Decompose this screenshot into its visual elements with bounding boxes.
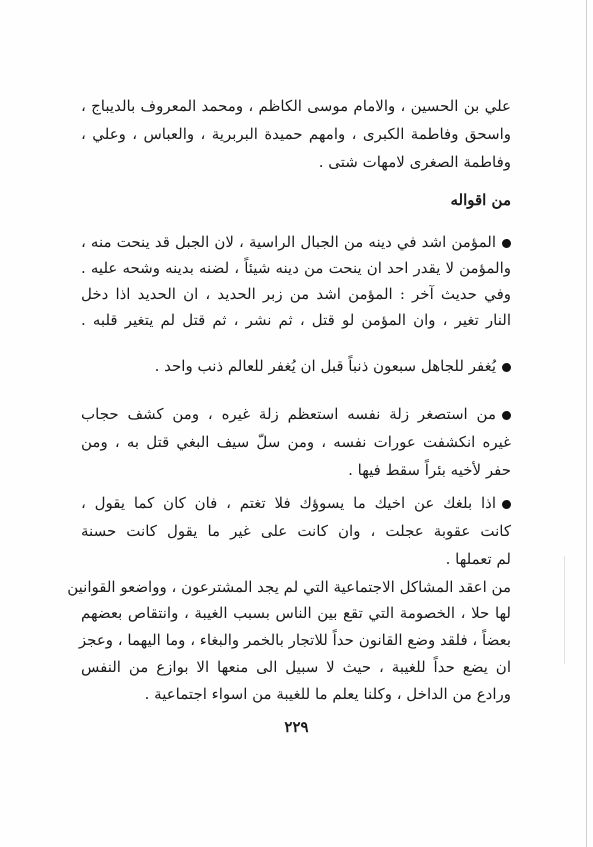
saying1-line-2: والمؤمن لا يقدر احد ان ينحت من دينه شيئاً ، لضنه بدينه وشحه عليه . (81, 259, 511, 277)
intro-line-1: علي بن الحسين ، والامام موسى الكاظم ، ومحمد المعروف بالديباج ، (81, 97, 511, 115)
saying1-line-1 (81, 232, 511, 252)
saying3-line-3: حفر لأخيه بئراً سقط فيها . (348, 461, 511, 479)
bullet-icon (502, 411, 511, 420)
saying4-line-1-text: اذا بلغك عن اخيك ما يسوؤك فلا تغتم ، فان كان كما يقول ، (81, 494, 496, 512)
saying1-line-3: وفي حديث آخر : المؤمن اشد من زبر الحديد ، ان الحديد اذا دخل (81, 285, 511, 303)
saying1-line-1-text: المؤمن اشد في دينه من الجبال الراسية ، لان الجبل قد ينحت منه ، (81, 233, 496, 251)
saying3-line-2: غيره انكشفت عورات نفسه ، ومن سلّ سيف البغي قتل به ، ومن (81, 433, 511, 451)
saying3-line-1-text: من استصغر زلة نفسه استعظم زلة غيره ، ومن كشف حجاب (81, 405, 496, 423)
section-heading: من اقواله (450, 191, 511, 209)
bullet-icon (502, 363, 511, 372)
bullet-icon (502, 239, 511, 248)
closing-line-5: ورادع من الداخل ، وكلنا يعلم ما للغيبة من اسواء اجتماعية . (144, 685, 511, 703)
saying1-line-4: النار تغير ، وان المؤمن لو قتل ، ثم نشر ، ثم قتل لم يتغير قلبه . (81, 311, 511, 329)
page-number: ٢٢٩ (284, 718, 309, 736)
page-edge (586, 0, 587, 847)
saying2-line-1 (155, 356, 511, 376)
saying4-line-1 (81, 493, 511, 513)
closing-line-4: ان يضع حداً للغيبة ، حيث لا سبيل الى منعها الا بوازع من النفس (81, 658, 511, 676)
intro-line-3: وفاطمة الصغرى لامهات شتى . (318, 153, 511, 171)
closing-line-2: لها حلا ، الخصومة التي تقع بين الناس بسبب الغيبة ، وانتقاص بعضهم (81, 604, 511, 622)
bullet-icon (502, 500, 511, 509)
intro-line-2: واسحق وفاطمة الكبرى ، وامهم حميدة البربرية ، والعباس ، وعلي ، (81, 125, 511, 143)
closing-line-3: بعضاً ، فلقد وضع القانون حداً للاتجار بالخمر والبغاء ، وما اليهما ، وعجز (78, 631, 511, 649)
closing-line-1: من اعقد المشاكل الاجتماعية التي لم يجد المشترعون ، وواضعو القوانين (67, 578, 511, 596)
saying3-line-1 (81, 404, 511, 424)
margin-mark (564, 556, 565, 664)
saying4-line-3: لم تعملها . (445, 550, 511, 568)
saying2-line-1-text: يُغفر للجاهل سبعون ذنباً قبل ان يُغفر للعالم ذنب واحد . (154, 357, 496, 375)
saying4-line-2: كانت عقوبة عجلت ، وان كانت على غير ما يقول كانت حسنة (81, 522, 511, 540)
